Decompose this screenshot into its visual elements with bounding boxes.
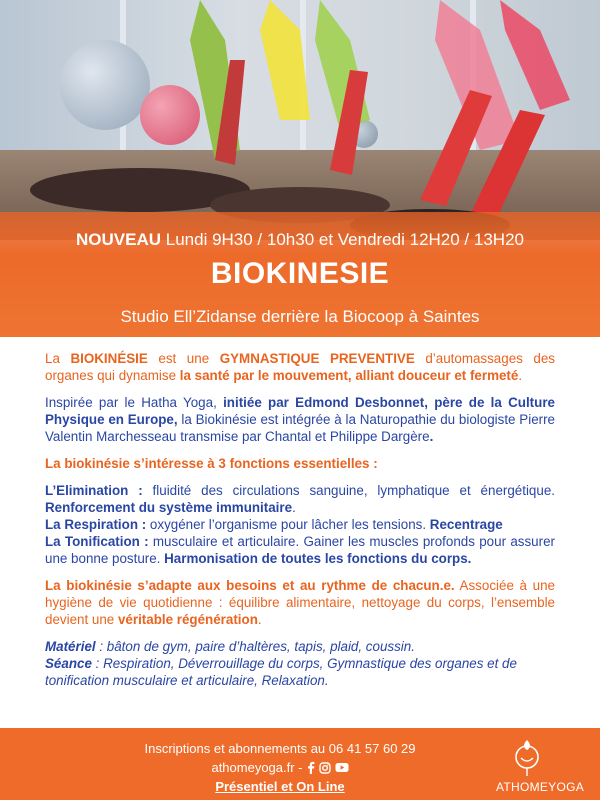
materiel-text: : bâton de gym, paire d’haltères, tapis, plaid, coussin. xyxy=(95,639,415,654)
function-label: L’Elimination : xyxy=(45,483,143,498)
instagram-icon[interactable] xyxy=(319,762,331,774)
youtube-icon[interactable] xyxy=(335,762,349,773)
website-link[interactable]: athomeyoga.fr - xyxy=(211,760,303,775)
text-run: est une xyxy=(147,351,220,366)
page-title: BIOKINESIE xyxy=(210,257,390,290)
main-content xyxy=(45,350,555,689)
text-run: BIOKINÉSIE xyxy=(70,351,148,366)
nouveau-label: NOUVEAU xyxy=(76,230,162,249)
seance-text: : Respiration, Déverrouillage du corps, Gymnastique des organes et de tonification musculaire et articulaire, Relaxation. xyxy=(45,656,517,688)
text-run: véritable régénération xyxy=(117,612,258,627)
text-run: Recentrage xyxy=(429,517,503,532)
text-run: d’automassages des organes qui dynamise xyxy=(45,351,555,383)
adaptation-paragraph xyxy=(45,577,555,628)
text-run: initiée par Edmond Desbonnet, père de la Culture Physique en Europe, xyxy=(45,395,555,427)
text-run: . xyxy=(257,612,262,627)
seance-line xyxy=(45,655,555,689)
hero-photo xyxy=(0,0,600,240)
location-subtitle: Studio Ell’Zidanse derrière la Biocoop à Saintes xyxy=(120,307,480,326)
spacer xyxy=(45,567,555,577)
functions-list xyxy=(45,482,555,567)
text-run: . xyxy=(292,500,296,515)
materiel-line xyxy=(45,638,555,655)
web-line xyxy=(100,760,460,775)
function-label: La Respiration : xyxy=(45,517,147,532)
origin-paragraph xyxy=(45,394,555,445)
text-run: . xyxy=(429,429,434,444)
schedule-line xyxy=(0,230,600,250)
text-run: oxygéner l’organisme pour lâcher les tensions. xyxy=(146,517,430,532)
text-run: . xyxy=(518,368,523,383)
text-run: Renforcement du système immunitaire xyxy=(45,500,293,515)
text-run: fluidité des circulations sanguine, lymphatique et énergétique. xyxy=(142,483,555,498)
facebook-icon[interactable] xyxy=(307,761,315,774)
text-run: La biokinésie s’adapte aux besoins et au rythme de chacun.e. xyxy=(45,578,455,593)
contact-line: Inscriptions et abonnements au 06 41 57 60 29 xyxy=(144,741,416,756)
schedule-text: Lundi 9H30 / 10h30 et Vendredi 12H20 / 13H20 xyxy=(161,230,524,249)
text-run: la santé par le mouvement, alliant douceur et fermeté xyxy=(179,368,519,383)
exercise-scene xyxy=(0,0,600,240)
intro-paragraph xyxy=(45,350,555,384)
functions-heading: La biokinésie s’intéresse à 3 fonctions essentielles : xyxy=(45,456,378,471)
materiel-label: Matériel xyxy=(45,639,96,654)
equipment-session xyxy=(45,638,555,689)
logo-wordmark: ATHOMEYOGA xyxy=(495,780,585,794)
text-run: Associée à une hygiène de vie quotidienne : équilibre alimentaire, nettoyage du corps, l’ensemble devient une xyxy=(45,578,556,627)
text-run: Inspirée par le Hatha Yoga, xyxy=(45,395,224,410)
function-tonification xyxy=(45,533,555,567)
seance-label: Séance xyxy=(45,656,92,671)
mode-line: Présentiel et On Line xyxy=(215,779,345,794)
text-run: La xyxy=(45,351,71,366)
text-run: la Biokinésie est intégrée à la Naturopathie du biologiste Pierre Valentin Marchesseau transmise par Chantal et Philippe Dargère xyxy=(45,412,556,444)
function-label: La Tonification : xyxy=(45,534,149,549)
function-elimination xyxy=(45,482,555,516)
text-run: musculaire et articulaire. Gainer les muscles profonds pour assurer une bonne posture. xyxy=(45,534,555,566)
text-run: Harmonisation de toutes les fonctions du corps. xyxy=(164,551,472,566)
text-run: GYMNASTIQUE PREVENTIVE xyxy=(219,351,415,366)
function-respiration xyxy=(45,516,555,533)
